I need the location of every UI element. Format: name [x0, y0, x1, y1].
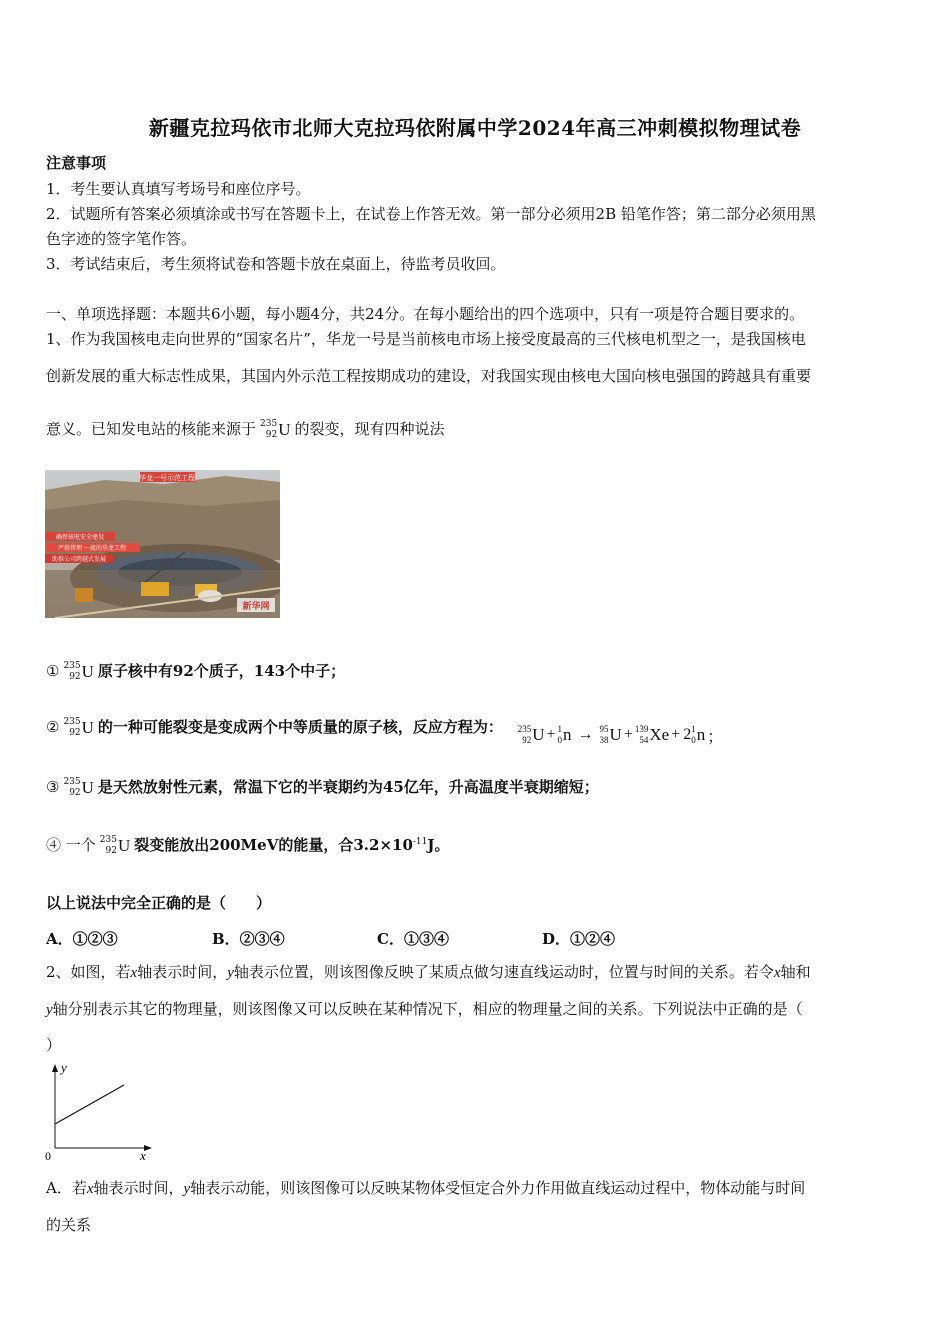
notice-item-1: 1．考生要认真填写考场号和座位序号。: [46, 180, 311, 198]
construction-site-image: [45, 470, 280, 618]
q1-ask: 以上说法中完全正确的是（ ）: [46, 894, 272, 912]
fission-equation: 235 92 U + 1 0 n → 95 38 U + 139 54 Xe + 2 1 0 n ；: [517, 724, 724, 746]
q2-line-3: ）: [46, 1036, 62, 1054]
q1-statement-1: ① 235 92 U 原子核中有92个质子，143个中子；: [46, 661, 346, 682]
photo-watermark: 新华网: [242, 602, 270, 612]
q1-line-3: 意义。已知发电站的核能来源于 235 92 U 的裂变，现有四种说法: [46, 419, 445, 440]
photo-banner-1: 华龙一号示范工程: [139, 474, 195, 482]
y-axis-arrow: [52, 1064, 58, 1072]
origin-label: 0: [45, 1149, 51, 1163]
q1-line-1: 1、作为我国核电走向世界的“国家名片”，华龙一号是当前核电市场上接受度最高的三代核电机型之一，是我国核电: [46, 330, 806, 348]
q2-option-a-cont: 的关系: [46, 1216, 92, 1234]
graph-line: [55, 1085, 124, 1124]
q1-line-2: 创新发展的重大标志性成果，其国内外示范工程按期成功的建设，对我国实现由核电大国向核电强国的跨越具有重要: [46, 367, 812, 385]
uranium-235-isotope: 235 92 U: [63, 717, 94, 738]
q1-statement-2: ② 235 92 U 的一种可能裂变是变成两个中等质量的原子核，反应方程为： 235 92 U + 1 0 n → 95 38 U + 139 54 Xe + 2 1 0 n ；: [46, 717, 724, 746]
notice-item-2-cont: 色字迹的签字笔作答。: [46, 230, 197, 248]
exam-title: 新疆克拉玛依市北师大克拉玛依附属中学2024年高三冲刺模拟物理试卷: [148, 116, 802, 140]
photo-banner-3: 严格管理 一流的华龙工程: [58, 545, 126, 552]
q1-statement-3: ③ 235 92 U 是天然放射性元素，常温下它的半衰期约为45亿年，升高温度半衰期缩短；: [46, 777, 599, 798]
q1-option-c[interactable]: C．①③④: [377, 930, 449, 948]
notice-item-2: 2．试题所有答案必须填涂或书写在答题卡上，在试卷上作答无效。第一部分必须用2B 铅笔作答；第二部分必须用黑: [46, 205, 816, 223]
uranium-235-isotope: 235 92 U: [63, 777, 94, 798]
x-axis-label: x: [140, 1148, 146, 1163]
q1-statement-4: ④ 一个 235 92 U 裂变能放出200MeV的能量，合$3.2\times 10^{-11}J$。: [46, 835, 450, 856]
q2-line-2: y轴分别表示其它的物理量，则该图像又可以反映在某种情况下，相应的物理量之间的关系。下列说法中正确的是（: [46, 1000, 803, 1018]
uranium-235-isotope: 235 92 U: [63, 661, 94, 682]
q2-option-a[interactable]: A．若x轴表示时间，y轴表示动能，则该图像可以反映某物体受恒定合外力作用做直线运动过程中，物体动能与时间: [46, 1179, 806, 1197]
q1-option-d[interactable]: D．①②④: [542, 930, 616, 948]
nuclear-plant-photo: [45, 470, 280, 618]
position-time-graph: [40, 1058, 160, 1164]
photo-banner-4: 助推公司跨越式发展: [51, 556, 107, 563]
section-1-heading: 一、单项选择题：本题共6小题，每小题4分，共24分。在每小题给出的四个选项中，只有一项是符合题目要求的。: [46, 305, 805, 323]
q1-option-b[interactable]: B．②③④: [212, 930, 285, 948]
uranium-235-isotope: 235 92 U: [260, 419, 291, 440]
q1-option-a[interactable]: A．①②③: [46, 930, 118, 948]
uranium-235-isotope: 235 92 U: [99, 835, 131, 856]
photo-banner-2: 确保核电安全建设: [55, 534, 105, 541]
y-axis-label: y: [61, 1060, 67, 1075]
notice-heading: 注意事项: [46, 154, 107, 172]
q2-line-1: 2、如图，若x轴表示时间，y轴表示位置，则该图像反映了某质点做匀速直线运动时，位置与时间的关系。若令x轴和: [46, 963, 811, 981]
notice-item-3: 3．考试结束后，考生须将试卷和答题卡放在桌面上，待监考员收回。: [46, 255, 506, 273]
